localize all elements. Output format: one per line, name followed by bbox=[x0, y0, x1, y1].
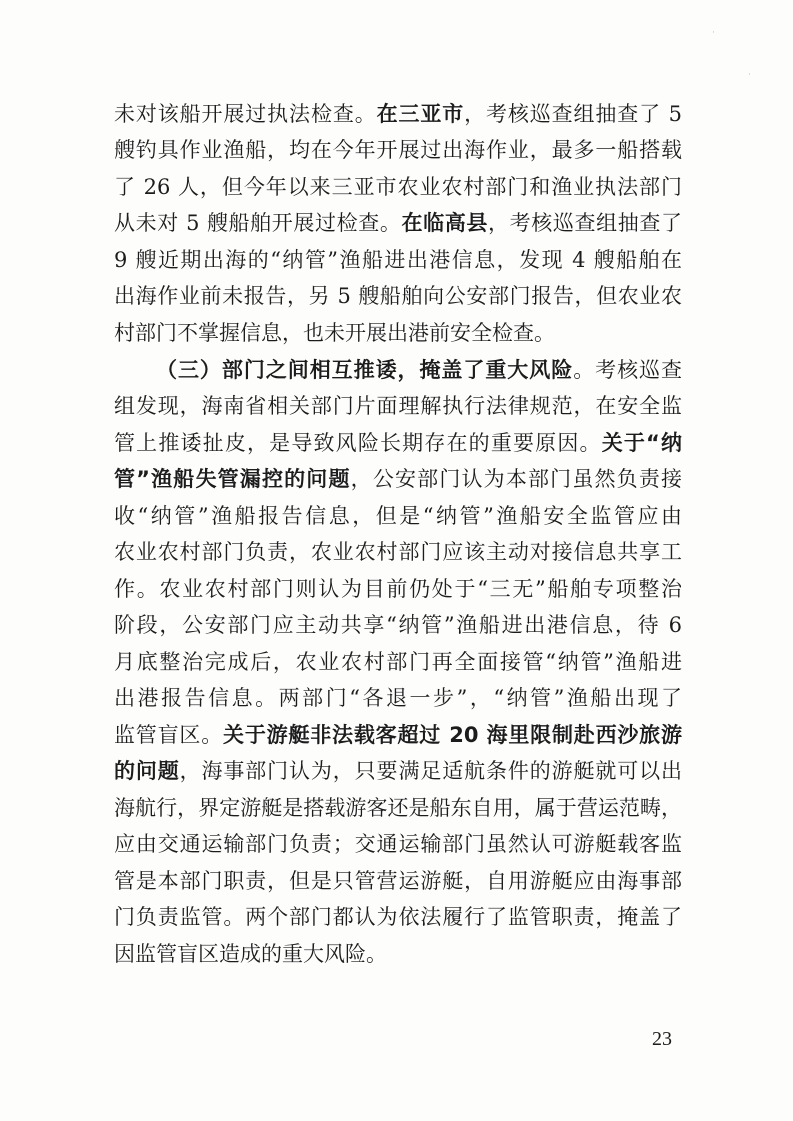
text-line bbox=[114, 571, 682, 607]
text-run: ，公安部门认为本部门虽然负责接 bbox=[350, 467, 682, 491]
bold-text-run: 管”渔船失管漏控的问题 bbox=[114, 467, 351, 491]
text-run: 因监管盲区造成的重大风险。 bbox=[114, 942, 387, 966]
text-run: ，考核巡查组抽查了 bbox=[488, 211, 683, 235]
bold-text-run: （三）部门之间相互推诿，掩盖了重大风险 bbox=[156, 358, 574, 382]
text-run: 海航行，界定游艇是搭载游客还是船东自用，属于营运范畴， bbox=[114, 796, 682, 820]
text-line bbox=[114, 169, 682, 205]
text-line bbox=[114, 607, 682, 643]
text-run: ，考核巡查组抽查了 5 bbox=[464, 102, 682, 126]
text-run: 组发现，海南省相关部门片面理解执行法律规范，在安全监 bbox=[114, 394, 682, 418]
text-run: 出海作业前未报告，另 5 艘船舶向公安部门报告，但农业农 bbox=[114, 284, 682, 308]
text-run: 村部门不掌握信息，也未开展出港前安全检查。 bbox=[114, 321, 555, 345]
text-run: 了 26 人，但今年以来三亚市农业农村部门和渔业执法部门 bbox=[114, 175, 682, 199]
text-line bbox=[114, 205, 682, 241]
text-line bbox=[114, 680, 682, 716]
bold-text-run: 在临高县 bbox=[401, 211, 488, 235]
text-run: 门负责监管。两个部门都认为依法履行了监管职责，掩盖了 bbox=[114, 905, 682, 929]
text-run: 月底整治完成后，农业农村部门再全面接管“纳管”渔船进 bbox=[114, 650, 682, 674]
bold-text-run: 关于游艇非法载客超过 20 海里限制赴西沙旅游 bbox=[223, 723, 682, 747]
text-run: 作。农业农村部门则认为目前仍处于“三无”船舶专项整治 bbox=[114, 577, 682, 601]
text-line bbox=[114, 315, 682, 351]
text-run: 未对该船开展过执法检查。 bbox=[114, 102, 377, 126]
text-run: 出港报告信息。两部门“各退一步”，“纳管”渔船出现了 bbox=[114, 686, 682, 710]
scan-speck: · bbox=[748, 70, 751, 80]
text-run: 艘钓具作业渔船，均在今年开展过出海作业，最多一船搭载 bbox=[114, 138, 682, 162]
text-line bbox=[114, 242, 682, 278]
text-line bbox=[114, 388, 682, 424]
scan-speck: · bbox=[712, 28, 715, 38]
bold-text-run: 在三亚市 bbox=[376, 102, 465, 126]
text-line bbox=[114, 425, 682, 461]
text-line bbox=[114, 498, 682, 534]
text-line bbox=[114, 461, 682, 497]
text-run: 。考核巡查 bbox=[573, 358, 683, 382]
text-run: 管是本部门职责，但是只管营运游艇，自用游艇应由海事部 bbox=[114, 869, 682, 893]
text-line bbox=[114, 826, 682, 862]
bold-text-run: 的问题 bbox=[114, 759, 180, 783]
text-run: 9 艘近期出海的“纳管”渔船进出港信息，发现 4 艘船舶在 bbox=[114, 248, 682, 272]
text-line bbox=[156, 352, 682, 388]
text-run: 管上推诿扯皮，是导致风险长期存在的重要原因。 bbox=[114, 431, 602, 455]
text-run: 从未对 5 艘船舶开展过检查。 bbox=[114, 211, 402, 235]
text-run: 应由交通运输部门负责；交通运输部门虽然认可游艇载客监 bbox=[114, 832, 682, 856]
text-line bbox=[114, 863, 682, 899]
text-run: 阶段，公安部门应主动共享“纳管”渔船进出港信息，待 6 bbox=[114, 613, 682, 637]
text-run: 农业农村部门负责，农业农村部门应该主动对接信息共享工 bbox=[114, 540, 682, 564]
text-line bbox=[114, 717, 682, 753]
text-line bbox=[114, 534, 682, 570]
bold-text-run: 关于“纳 bbox=[601, 431, 682, 455]
page-number: 23 bbox=[652, 1028, 672, 1050]
text-line bbox=[114, 644, 682, 680]
text-run: ，海事部门认为，只要满足适航条件的游艇就可以出 bbox=[179, 759, 682, 783]
text-line bbox=[114, 936, 682, 972]
text-line bbox=[114, 899, 682, 935]
text-line bbox=[114, 790, 682, 826]
text-line bbox=[114, 96, 682, 132]
text-line bbox=[114, 278, 682, 314]
text-run: 收“纳管”渔船报告信息，但是“纳管”渔船安全监管应由 bbox=[114, 504, 682, 528]
text-line bbox=[114, 753, 682, 789]
text-line bbox=[114, 132, 682, 168]
text-run: 监管盲区。 bbox=[114, 723, 224, 747]
